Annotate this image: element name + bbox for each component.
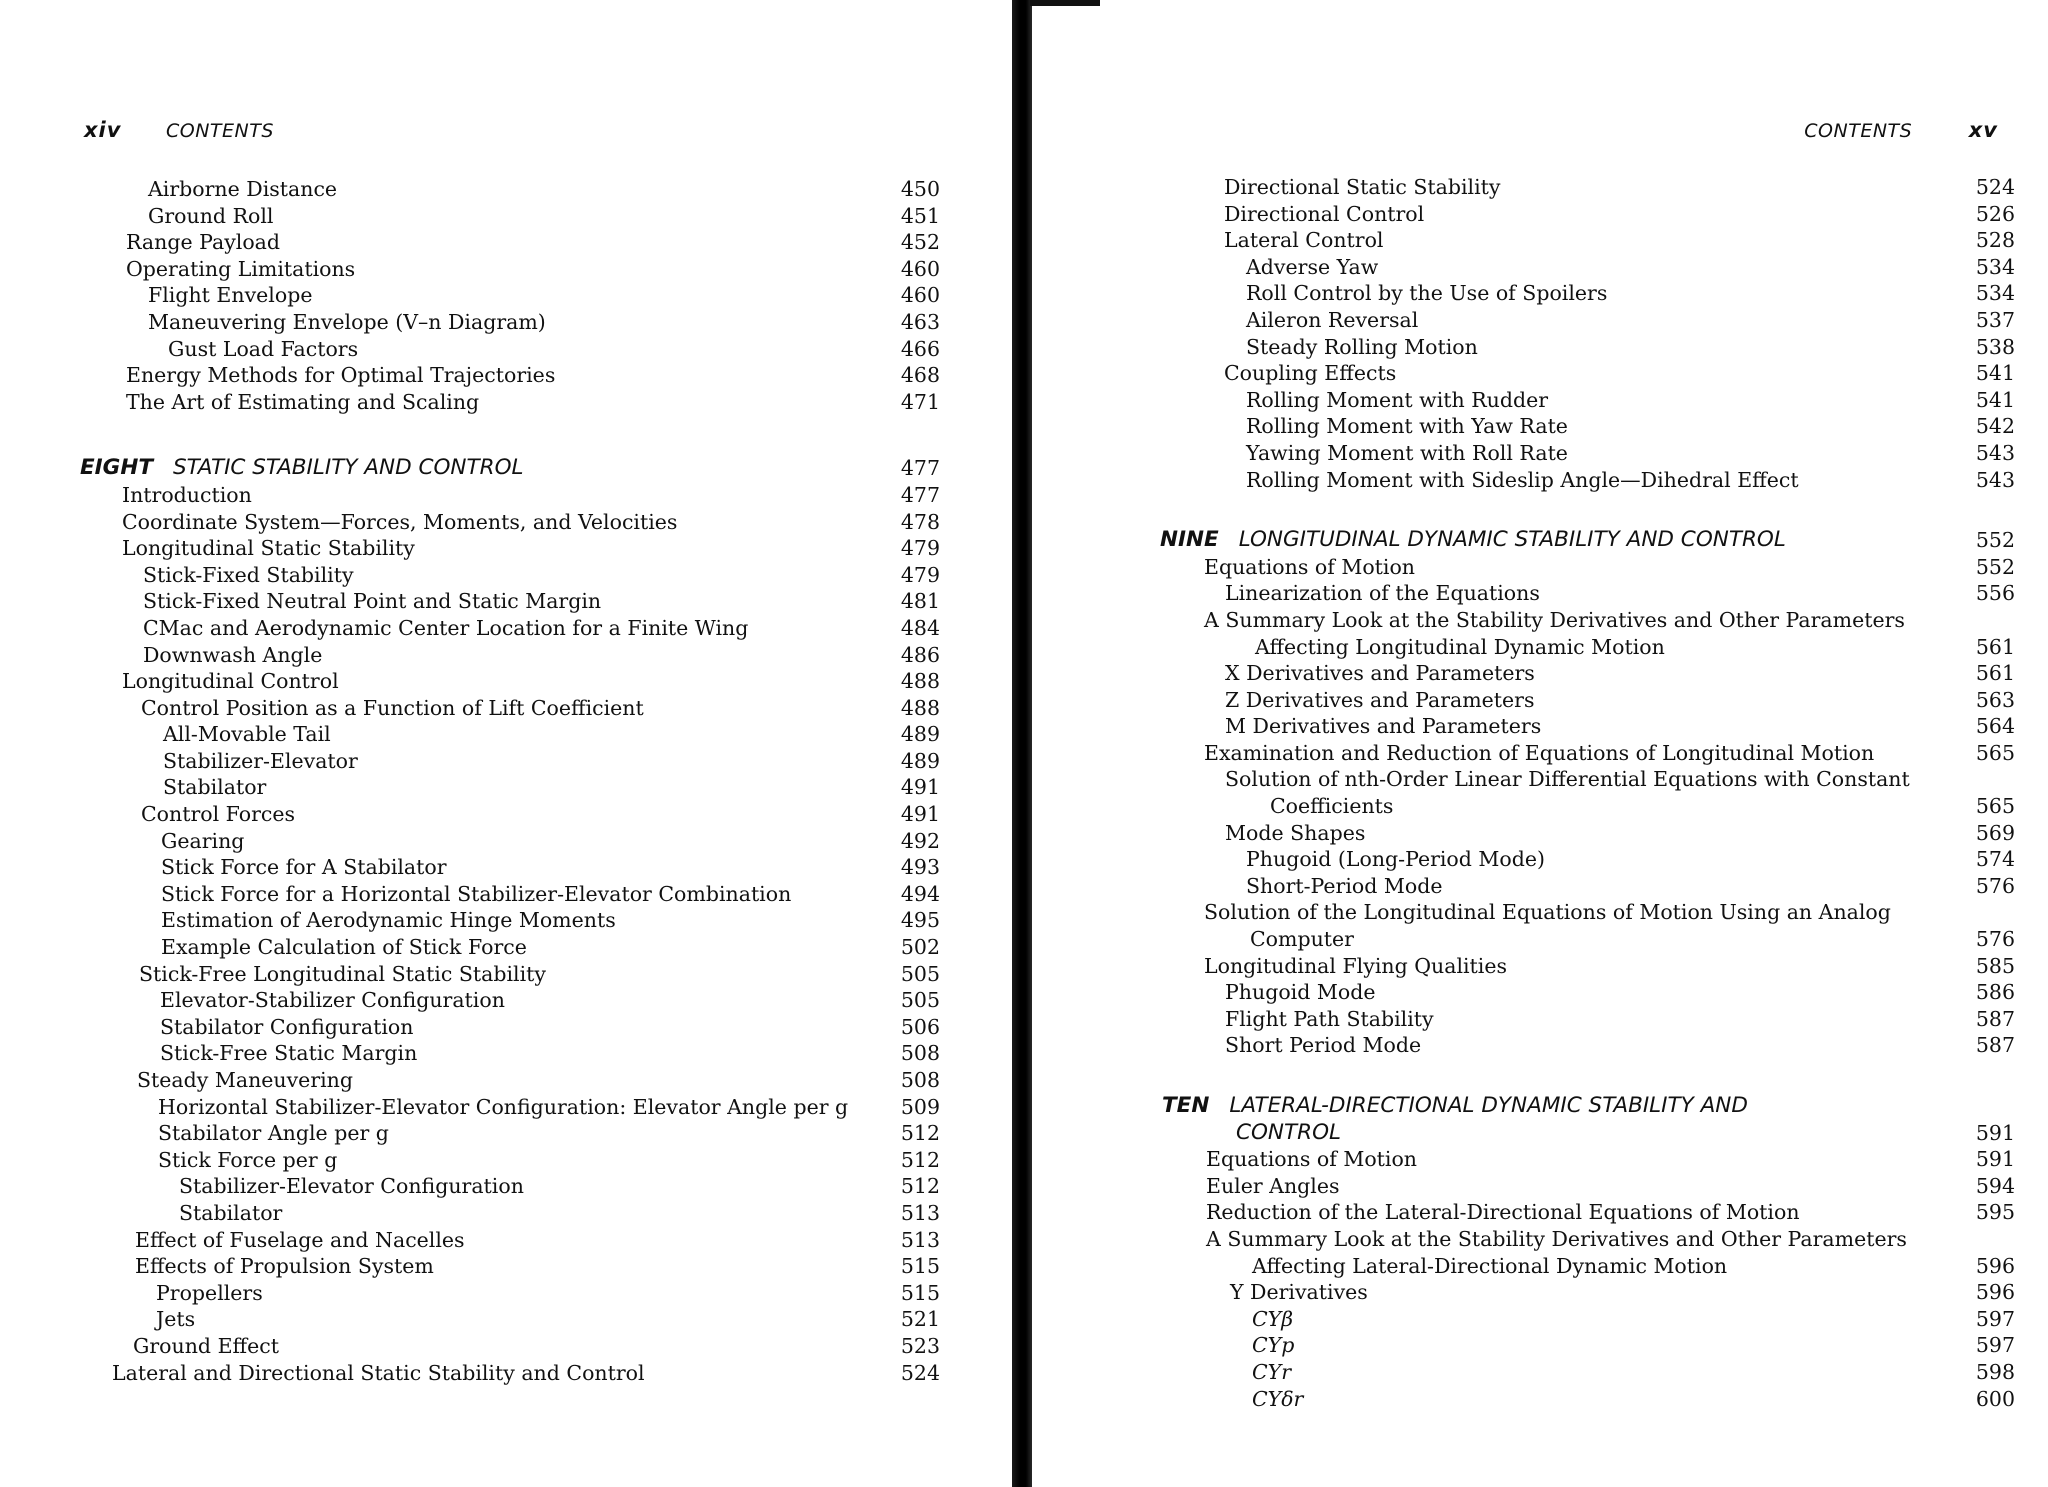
toc-page-number: 505 — [900, 961, 940, 986]
toc-entry — [0, 615, 940, 642]
toc-entry-title: CYβ — [1252, 1306, 1294, 1331]
toc-entry-title: Stick Force per g — [158, 1147, 338, 1172]
toc-page-number: 534 — [1975, 254, 2015, 279]
toc-page-number: 576 — [1975, 927, 2015, 952]
toc-entry-title: M Derivatives and Parameters — [1225, 714, 1542, 739]
toc-entry — [0, 828, 940, 855]
toc-entry-title: Stabilator Configuration — [160, 1014, 414, 1039]
toc-entry-title: Stick-Fixed Neutral Point and Static Margin — [143, 589, 602, 614]
toc-entry — [1030, 687, 2015, 714]
book-gutter — [1012, 0, 1032, 1487]
chapter-heading — [1030, 527, 2015, 554]
toc-page-number: 543 — [1975, 440, 2015, 465]
chapter-title: STATIC STABILITY AND CONTROL — [173, 455, 524, 481]
toc-entry — [1030, 440, 2015, 467]
toc-entry-title: Rolling Moment with Yaw Rate — [1246, 414, 1568, 439]
toc-entry-title: Rolling Moment with Sideslip Angle—Dihedral Effect — [1246, 467, 1799, 492]
toc-entry — [1030, 1306, 2015, 1333]
toc-entry-title — [1162, 1093, 1748, 1120]
toc-entry-title: Adverse Yaw — [1246, 254, 1379, 279]
toc-page-number: 491 — [900, 775, 940, 800]
toc-page-number: 526 — [1975, 201, 2015, 226]
toc-entry — [1030, 1146, 2015, 1173]
toc-entry-title: Phugoid Mode — [1225, 980, 1376, 1005]
toc-page-number: 512 — [900, 1121, 940, 1146]
toc-entry — [0, 482, 940, 509]
toc-entry-title: Short-Period Mode — [1246, 873, 1443, 898]
toc-entry — [0, 389, 940, 416]
toc-entry-title: Computer — [1250, 927, 1354, 952]
toc-page-number: 598 — [1975, 1359, 2015, 1384]
toc-entry — [1030, 873, 2015, 900]
toc-entry — [0, 668, 940, 695]
toc-entry-title: Phugoid (Long-Period Mode) — [1246, 847, 1545, 872]
toc-page-number: 587 — [1975, 1006, 2015, 1031]
toc-entry — [1030, 793, 2015, 820]
toc-entry — [1030, 227, 2015, 254]
toc-page-number: 587 — [1975, 1033, 2015, 1058]
toc-page-number: 478 — [900, 509, 940, 534]
toc-entry — [0, 1227, 940, 1254]
toc-page-number: 524 — [1975, 175, 2015, 199]
chapter-title: LATERAL-DIRECTIONAL DYNAMIC STABILITY AND — [1229, 1093, 1748, 1118]
toc-entry-title: Y Derivatives — [1230, 1280, 1368, 1305]
toc-entry-title: Lateral and Directional Static Stability and Control — [112, 1360, 645, 1385]
toc-entry — [1030, 174, 2015, 201]
toc-entry — [0, 1094, 940, 1121]
toc-entry-title: Reduction of the Lateral-Directional Equations of Motion — [1206, 1200, 1800, 1225]
toc-spacer — [1030, 493, 2015, 527]
toc-entry-title: Effect of Fuselage and Nacelles — [135, 1227, 465, 1252]
toc-page-number: 484 — [900, 615, 940, 640]
toc-entry-title: Solution of the Longitudinal Equations of Motion Using an Analog — [1204, 900, 1891, 925]
toc-entry-title: CYr — [1252, 1359, 1292, 1384]
page-folio: xv — [1968, 118, 1998, 142]
toc-entry-title: Range Payload — [126, 230, 281, 255]
toc-entry-title: Stick-Free Longitudinal Static Stability — [139, 961, 546, 986]
toc-page-number: 492 — [900, 828, 940, 853]
toc-entry — [1030, 307, 2015, 334]
toc-entry — [0, 256, 940, 283]
toc-entry — [0, 203, 940, 230]
toc-page-number: 515 — [900, 1280, 940, 1305]
toc-page-number: 509 — [900, 1094, 940, 1119]
toc-entry — [1030, 1199, 2015, 1226]
toc-entry — [0, 1280, 940, 1307]
toc-entry — [0, 695, 940, 722]
right-page — [1030, 0, 2048, 1487]
toc-entry — [0, 1200, 940, 1227]
chapter-heading — [0, 455, 940, 482]
toc-page-number: 452 — [900, 230, 940, 255]
toc-entry — [0, 934, 940, 961]
toc-entry-title: Estimation of Aerodynamic Hinge Moments — [161, 908, 616, 933]
toc-entry-title: Mode Shapes — [1225, 820, 1366, 845]
toc-entry-title: Stabilizer-Elevator Configuration — [179, 1174, 524, 1199]
toc-entry-title: Roll Control by the Use of Spoilers — [1246, 281, 1608, 306]
toc-page-number: 488 — [900, 695, 940, 720]
toc-entry-title: Stick-Free Static Margin — [160, 1041, 418, 1066]
toc-entry-title: Steady Rolling Motion — [1246, 334, 1478, 359]
toc-entry — [1030, 1279, 2015, 1306]
toc-entry-title: Euler Angles — [1206, 1173, 1340, 1198]
toc-entry-title: A Summary Look at the Stability Derivatives and Other Parameters — [1206, 1226, 1907, 1251]
toc-entry-title: Steady Maneuvering — [137, 1068, 354, 1092]
toc-page-number: 506 — [900, 1014, 940, 1039]
toc-entry — [1030, 1032, 2015, 1059]
toc-entry-title: Flight Envelope — [148, 283, 313, 308]
toc-page-number: 494 — [900, 881, 940, 906]
right-running-head — [1804, 118, 1998, 142]
toc-entry — [1030, 846, 2015, 873]
toc-entry — [0, 801, 940, 828]
toc-page-number: 600 — [1975, 1386, 2015, 1411]
toc-entry — [0, 1067, 940, 1094]
toc-page-number: 565 — [1975, 740, 2015, 765]
toc-entry — [1030, 634, 2015, 661]
toc-entry — [0, 362, 940, 389]
chapter-heading-continued — [1030, 1120, 2015, 1147]
toc-entry — [0, 1306, 940, 1333]
toc-entry-title: Stabilator — [179, 1200, 283, 1225]
toc-entry — [0, 1333, 940, 1360]
toc-page-number: 477 — [900, 456, 940, 481]
toc-page-number: 479 — [900, 536, 940, 561]
toc-entry — [1030, 201, 2015, 228]
toc-entry — [0, 987, 940, 1014]
toc-page-number: 512 — [900, 1174, 940, 1199]
toc-entry-title: The Art of Estimating and Scaling — [126, 389, 480, 414]
toc-page-number: 471 — [900, 389, 940, 414]
toc-page-number: 541 — [1975, 361, 2015, 386]
toc-page-number: 505 — [900, 988, 940, 1013]
toc-entry — [0, 721, 940, 748]
toc-page-number: 528 — [1975, 228, 2015, 253]
toc-entry — [1030, 820, 2015, 847]
toc-page-number: 569 — [1975, 820, 2015, 845]
toc-page-number: 596 — [1975, 1280, 2015, 1305]
toc-page-number: 477 — [900, 482, 940, 507]
toc-entry — [0, 907, 940, 934]
toc-page-number: 538 — [1975, 334, 2015, 359]
toc-entry-title: Stabilator Angle per g — [158, 1121, 389, 1146]
toc-page-number: 489 — [900, 748, 940, 773]
toc-entry-title: Longitudinal Flying Qualities — [1204, 953, 1508, 978]
toc-entry-title: Equations of Motion — [1204, 554, 1416, 579]
toc-page-number: 524 — [900, 1360, 940, 1385]
toc-entry — [1030, 554, 2015, 581]
toc-entry-title: Directional Control — [1224, 201, 1425, 226]
toc-page-number: 552 — [1975, 528, 2015, 553]
toc-entry — [0, 748, 940, 775]
toc-page-number: 561 — [1975, 661, 2015, 686]
toc-entry — [0, 881, 940, 908]
toc-entry — [1030, 660, 2015, 687]
toc-page-number: 491 — [900, 802, 940, 827]
toc-entry — [0, 1014, 940, 1041]
toc-entry-title: Linearization of the Equations — [1225, 581, 1540, 606]
toc-entry-title: Examination and Reduction of Equations of Longitudinal Motion — [1204, 740, 1875, 765]
toc-spacer — [0, 415, 940, 455]
toc-page-number: 513 — [900, 1200, 940, 1225]
toc-page-number: 488 — [900, 669, 940, 694]
toc-entry-title: CYp — [1252, 1333, 1295, 1358]
toc-page-number: 591 — [1975, 1120, 2015, 1145]
toc-page-number: 481 — [900, 589, 940, 614]
toc-spacer — [1030, 1059, 2015, 1093]
toc-entry — [0, 1173, 940, 1200]
toc-entry — [0, 535, 940, 562]
toc-entry-title: Stabilizer-Elevator — [163, 748, 358, 773]
toc-page-number: 460 — [900, 283, 940, 308]
toc-page-number: 563 — [1975, 687, 2015, 712]
toc-entry-title: X Derivatives and Parameters — [1225, 661, 1535, 686]
toc-entry-title: Stick Force for a Horizontal Stabilizer-Elevator Combination — [161, 881, 792, 906]
toc-entry — [0, 1360, 940, 1387]
toc-entry-title: Stick Force for A Stabilator — [161, 855, 447, 880]
toc-entry-title: Operating Limitations — [126, 256, 356, 281]
toc-page-number: 543 — [1975, 467, 2015, 492]
toc-page-number: 468 — [900, 363, 940, 388]
toc-entry — [1030, 766, 2015, 793]
toc-entry-title: Affecting Lateral-Directional Dynamic Motion — [1252, 1253, 1728, 1278]
toc-page-number: 586 — [1975, 980, 2015, 1005]
toc-entry-title: Energy Methods for Optimal Trajectories — [126, 363, 556, 388]
toc-entry-title: Propellers — [156, 1280, 263, 1305]
toc-entry-title: Example Calculation of Stick Force — [161, 935, 527, 960]
toc-page-number: 451 — [900, 203, 940, 228]
toc-entry-title: Affecting Longitudinal Dynamic Motion — [1255, 634, 1665, 659]
toc-entry — [1030, 926, 2015, 953]
toc-page-number: 463 — [900, 309, 940, 334]
toc-page-number: 561 — [1975, 634, 2015, 659]
toc-page-number: 486 — [900, 642, 940, 667]
toc-entry — [1030, 1386, 2015, 1413]
toc-entry — [1030, 280, 2015, 307]
right-toc — [1030, 174, 2015, 1412]
toc-page-number: 479 — [900, 562, 940, 587]
toc-entry — [0, 1147, 940, 1174]
toc-page-number: 508 — [900, 1068, 940, 1092]
toc-entry — [0, 854, 940, 881]
toc-entry-title: CONTROL — [1236, 1119, 1341, 1145]
toc-entry — [1030, 1006, 2015, 1033]
toc-entry — [0, 509, 940, 536]
toc-page-number: 450 — [900, 177, 940, 201]
toc-entry-title: Downwash Angle — [143, 642, 323, 667]
toc-entry — [1030, 1226, 2015, 1253]
toc-entry-title: CYδr — [1252, 1386, 1304, 1411]
toc-entry-title: Control Forces — [141, 802, 296, 827]
toc-entry-title: Effects of Propulsion System — [135, 1254, 434, 1279]
toc-entry-title — [1160, 527, 1786, 554]
toc-page-number: 460 — [900, 256, 940, 281]
toc-entry-title: Z Derivatives and Parameters — [1225, 687, 1535, 712]
toc-page-number: 574 — [1975, 847, 2015, 872]
toc-page-number: 576 — [1975, 873, 2015, 898]
toc-entry-title: Rolling Moment with Rudder — [1246, 387, 1549, 412]
toc-entry — [1030, 467, 2015, 494]
toc-entry — [0, 1253, 940, 1280]
toc-page-number: 591 — [1975, 1147, 2015, 1172]
toc-entry — [0, 642, 940, 669]
toc-page-number: 556 — [1975, 581, 2015, 606]
toc-page-number: 493 — [900, 855, 940, 880]
toc-entry — [0, 1040, 940, 1067]
toc-entry — [1030, 607, 2015, 634]
toc-entry — [1030, 1332, 2015, 1359]
page-folio: xiv — [84, 118, 122, 142]
toc-entry — [0, 961, 940, 988]
toc-entry-title: Equations of Motion — [1206, 1147, 1418, 1172]
toc-entry-title: Ground Roll — [148, 203, 274, 228]
toc-page-number: 508 — [900, 1041, 940, 1066]
toc-entry — [0, 562, 940, 589]
toc-entry-title: Airborne Distance — [148, 177, 338, 201]
toc-entry — [0, 588, 940, 615]
toc-entry — [1030, 713, 2015, 740]
toc-entry-title: Flight Path Stability — [1225, 1006, 1434, 1031]
toc-entry — [1030, 740, 2015, 767]
toc-entry-title: A Summary Look at the Stability Derivatives and Other Parameters — [1204, 607, 1905, 632]
toc-entry — [1030, 1253, 2015, 1280]
toc-entry-title: Horizontal Stabilizer-Elevator Configuration: Elevator Angle per g — [158, 1094, 849, 1119]
toc-page-number: 534 — [1975, 281, 2015, 306]
toc-entry-title: Maneuvering Envelope (V–n Diagram) — [148, 309, 546, 334]
toc-entry — [1030, 899, 2015, 926]
toc-page-number: 541 — [1975, 387, 2015, 412]
toc-entry — [0, 774, 940, 801]
toc-entry — [0, 282, 940, 309]
toc-entry-title: Elevator-Stabilizer Configuration — [160, 988, 505, 1013]
toc-page-number: 564 — [1975, 714, 2015, 739]
toc-entry-title — [80, 455, 523, 482]
toc-entry-title: Aileron Reversal — [1246, 307, 1419, 332]
toc-entry-title: Longitudinal Static Stability — [122, 536, 415, 561]
toc-entry-title: Coordinate System—Forces, Moments, and Velocities — [122, 509, 678, 534]
toc-entry-title: All-Movable Tail — [163, 722, 331, 747]
chapter-number: NINE — [1160, 527, 1219, 553]
toc-entry-title: CMac and Aerodynamic Center Location for a Finite Wing — [143, 615, 749, 640]
toc-entry-title: Solution of nth-Order Linear Differential Equations with Constant — [1225, 767, 1910, 792]
toc-page-number: 596 — [1975, 1253, 2015, 1278]
running-head-title: CONTENTS — [1804, 120, 1913, 142]
toc-entry-title: Control Position as a Function of Lift Coefficient — [141, 695, 644, 720]
toc-page-number: 489 — [900, 722, 940, 747]
chapter-title: LONGITUDINAL DYNAMIC STABILITY AND CONTROL — [1238, 527, 1786, 553]
toc-entry — [0, 309, 940, 336]
toc-entry-title: Directional Static Stability — [1224, 175, 1501, 199]
toc-entry-title: Stabilator — [163, 775, 267, 800]
chapter-heading — [1030, 1093, 2015, 1120]
toc-page-number: 523 — [900, 1333, 940, 1358]
toc-page-number: 515 — [900, 1254, 940, 1279]
toc-entry — [1030, 254, 2015, 281]
toc-entry-title: Longitudinal Control — [122, 669, 339, 694]
toc-page-number: 585 — [1975, 953, 2015, 978]
toc-entry — [1030, 1359, 2015, 1386]
toc-entry — [0, 1120, 940, 1147]
toc-entry — [1030, 334, 2015, 361]
toc-entry-title: Gust Load Factors — [168, 336, 359, 361]
chapter-number: TEN — [1162, 1093, 1210, 1118]
toc-entry-title: Ground Effect — [133, 1333, 279, 1358]
toc-entry-title: Short Period Mode — [1225, 1033, 1422, 1058]
toc-page-number: 565 — [1975, 794, 2015, 819]
toc-page-number: 521 — [900, 1307, 940, 1332]
left-toc — [0, 176, 940, 1386]
toc-entry — [0, 336, 940, 363]
toc-entry-title: Jets — [156, 1307, 196, 1332]
toc-entry-title: Coefficients — [1270, 794, 1394, 819]
toc-page-number: 512 — [900, 1147, 940, 1172]
toc-page-number: 542 — [1975, 414, 2015, 439]
toc-entry-title: Gearing — [161, 828, 245, 853]
toc-entry-title: Introduction — [122, 482, 252, 507]
toc-entry — [1030, 979, 2015, 1006]
toc-page-number: 594 — [1975, 1173, 2015, 1198]
running-head-title: CONTENTS — [165, 120, 274, 142]
toc-page-number: 513 — [900, 1227, 940, 1252]
toc-page-number: 495 — [900, 908, 940, 933]
toc-page-number: 595 — [1975, 1200, 2015, 1225]
toc-entry — [1030, 360, 2015, 387]
left-page — [0, 0, 1010, 1487]
toc-entry — [1030, 387, 2015, 414]
toc-entry-title: Coupling Effects — [1224, 361, 1397, 386]
toc-entry-title: Lateral Control — [1224, 228, 1384, 253]
toc-entry-title: Stick-Fixed Stability — [143, 562, 354, 587]
toc-page-number: 597 — [1975, 1306, 2015, 1331]
chapter-number: EIGHT — [80, 455, 153, 481]
toc-page-number: 466 — [900, 336, 940, 361]
toc-page-number: 502 — [900, 935, 940, 960]
toc-page-number: 537 — [1975, 307, 2015, 332]
toc-entry — [1030, 1173, 2015, 1200]
toc-page-number: 552 — [1975, 554, 2015, 579]
toc-entry-title: Yawing Moment with Roll Rate — [1246, 440, 1568, 465]
toc-entry — [1030, 953, 2015, 980]
toc-entry — [1030, 413, 2015, 440]
toc-entry — [1030, 580, 2015, 607]
toc-entry — [0, 176, 940, 203]
toc-entry — [0, 229, 940, 256]
left-running-head — [84, 118, 274, 142]
toc-page-number: 597 — [1975, 1333, 2015, 1358]
